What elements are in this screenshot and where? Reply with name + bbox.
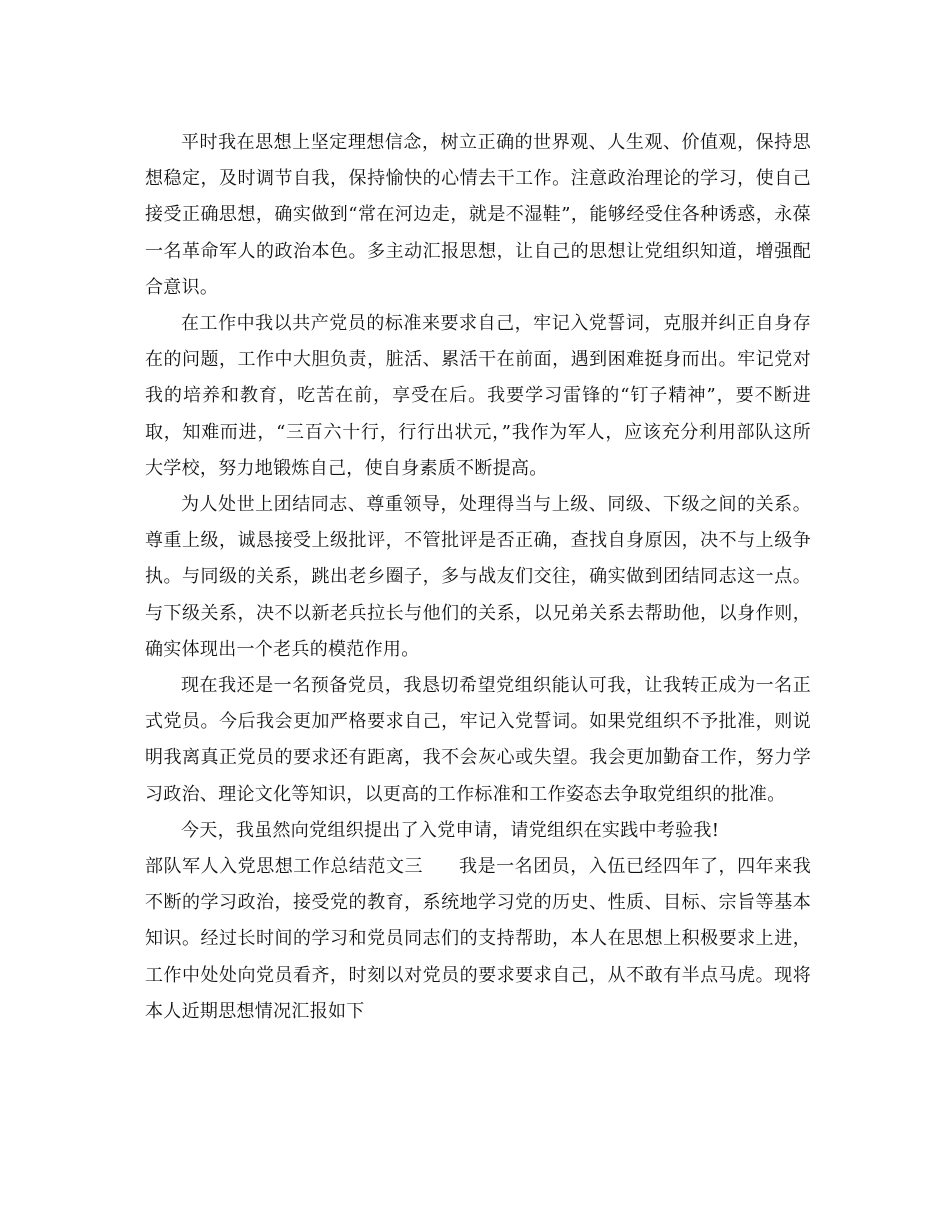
paragraph-5: 今天，我虽然向党组织提出了入党申请，请党组织在实践中考验我! <box>181 819 720 841</box>
document-body <box>145 125 811 1030</box>
section-body-text: 我是一名团员，入伍已经四年了，四年来我不断的学习政治，接受党的教育，系统地学习党的历史、性质、目标、宗旨等基本知识。经过长时间的学习和党员同志们的支持帮助，本人在思想上积极要求上进，工作中处处向党员看齐，时刻以对党员的要求要求自己，从不敢有半点马虎。现将本人近期思想情况汇报如下 <box>145 856 811 1022</box>
paragraph-3: 为人处世上团结同志、尊重领导，处理得当与上级、同级、下级之间的关系。尊重上级，诚恳接受上级批评，不管批评是否正确，查找自身原因，决不与上级争执。与同级的关系，跳出老乡圈子，多与战友们交往，确实做到团结同志这一点。与下级关系，决不以新老兵拉长与他们的关系，以兄弟关系去帮助他，以身作则，确实体现出一个老兵的模范作用。 <box>145 494 811 660</box>
paragraph-2: 在工作中我以共产党员的标准来要求自己，牢记入党誓词，克服并纠正自身存在的问题，工作中大胆负责，脏活、累活干在前面，遇到困难挺身而出。牢记党对我的培养和教育，吃苦在前，享受在后。我要学习雷锋的“钉子精神”，要不断进取，知难而进，“三百六十行，行行出状元，”我作为军人，应该充分利用部队这所大学校，努力地锻炼自己，使自身素质不断提高。 <box>145 313 811 479</box>
section-paragraph <box>145 849 811 1030</box>
paragraph-4: 现在我还是一名预备党员，我恳切希望党组织能认可我，让我转正成为一名正式党员。今后我会更加严格要求自己，牢记入党誓词。如果党组织不予批准，则说明我离真正党员的要求还有距离，我不会灰心或失望。我会更加勤奋工作，努力学习政治、理论文化等知识，以更高的工作标准和工作姿态去争取党组织的批准。 <box>145 675 811 805</box>
section-heading: 部队军人入党思想工作总结范文三 <box>145 856 424 878</box>
paragraph-1: 平时我在思想上坚定理想信念，树立正确的世界观、人生观、价值观，保持思想稳定，及时调节自我，保持愉快的心情去干工作。注意政治理论的学习，使自己接受正确思想，确实做到“常在河边走，就是不湿鞋”，能够经受住各种诱惑，永葆一名革命军人的政治本色。多主动汇报思想，让自己的思想让党组织知道，增强配合意识。 <box>145 132 811 298</box>
